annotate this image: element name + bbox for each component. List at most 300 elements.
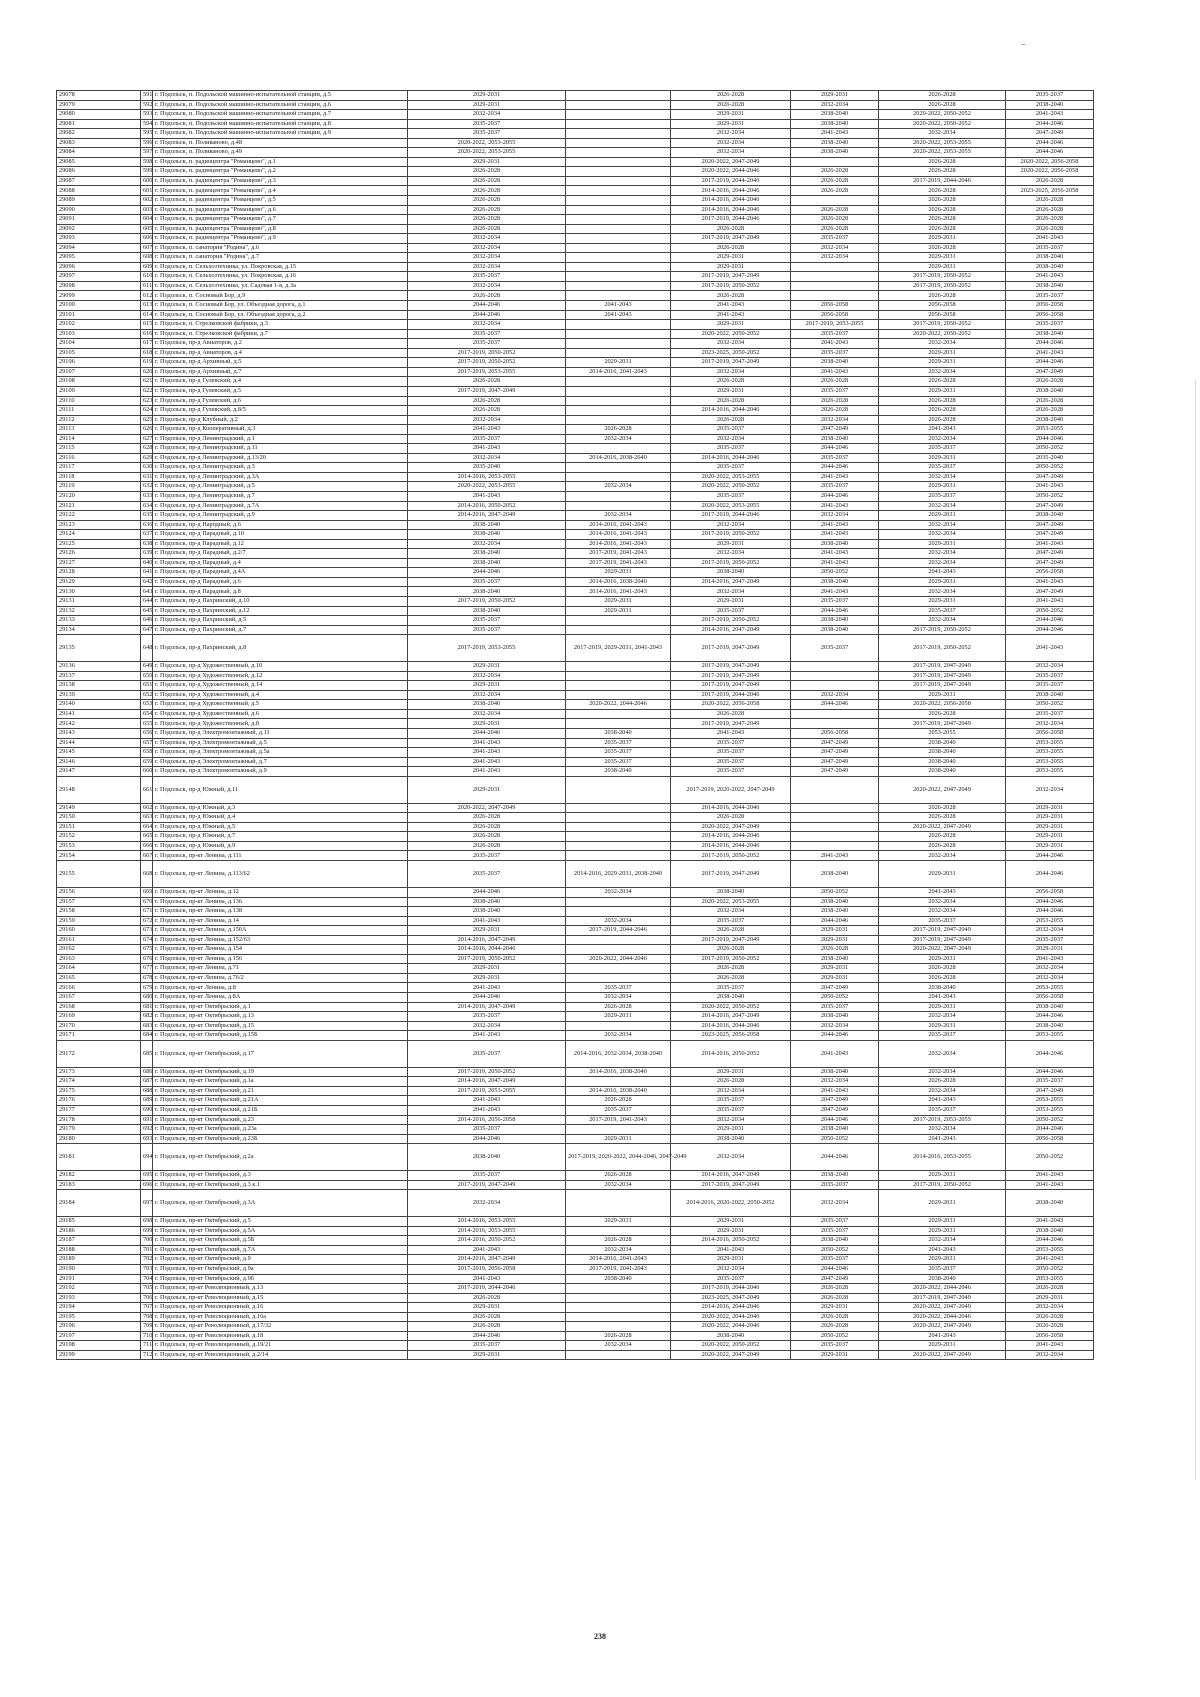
address-cell: г. Подольск, пр-д Парадный, д.10 xyxy=(153,530,408,540)
address-cell: г. Подольск, пр-кт Ленина, д.8 xyxy=(153,983,408,993)
row-id-cell: 29090 xyxy=(57,205,141,215)
schedule-cell-3: 2032-2034 xyxy=(671,907,791,917)
address-cell: г. Подольск, пр-д Парадный, д.6 xyxy=(153,577,408,587)
schedule-cell-2 xyxy=(566,281,671,291)
address-cell: г. Подольск, п. Поливаново, д.48 xyxy=(153,138,408,148)
schedule-cell-3: 2014-2016, 2047-2049 xyxy=(671,1012,791,1022)
item-number-cell: 610 xyxy=(141,272,153,282)
schedule-cell-4: 2047-2049 xyxy=(791,1105,879,1115)
schedule-cell-2 xyxy=(566,291,671,301)
schedule-cell-2 xyxy=(566,377,671,387)
schedule-cell-6: 2047-2049 xyxy=(1006,549,1094,559)
schedule-cell-2 xyxy=(566,973,671,983)
address-cell: г. Подольск, пр-д Электромонтажный, д.9 xyxy=(153,767,408,777)
schedule-cell-1: 2041-2043 xyxy=(408,983,566,993)
schedule-cell-3: 2017-2019, 2047-2049 xyxy=(671,635,791,662)
schedule-cell-5: 2026-2028 xyxy=(879,196,1006,206)
table-row xyxy=(57,700,1094,710)
row-id-cell: 29093 xyxy=(57,234,141,244)
schedule-cell-2: 2017-2019, 2044-2046 xyxy=(566,926,671,936)
schedule-cell-1: 2032-2034 xyxy=(408,453,566,463)
schedule-cell-6: 2047-2049 xyxy=(1006,558,1094,568)
schedule-cell-1: 2014-2016, 2047-2049 xyxy=(408,1077,566,1087)
schedule-cell-1: 2026-2028 xyxy=(408,215,566,225)
row-id-cell: 29137 xyxy=(57,671,141,681)
schedule-cell-3: 2020-2022, 2050-2052 xyxy=(671,1002,791,1012)
schedule-cell-6: 2050-2052 xyxy=(1006,1144,1094,1171)
schedule-cell-3: 2026-2028 xyxy=(671,377,791,387)
schedule-cell-2 xyxy=(566,1350,671,1360)
schedule-cell-4: 2050-2052 xyxy=(791,568,879,578)
table-row xyxy=(57,1341,1094,1351)
schedule-cell-3: 2014-2016, 2047-2049 xyxy=(671,577,791,587)
schedule-cell-4: 2047-2049 xyxy=(791,757,879,767)
address-cell: г. Подольск, пр-кт Октябрьский, д.23Б xyxy=(153,1134,408,1144)
table-row xyxy=(57,841,1094,851)
table-row xyxy=(57,1012,1094,1022)
schedule-cell-2: 2032-2034 xyxy=(566,482,671,492)
schedule-cell-3: 2026-2028 xyxy=(671,396,791,406)
row-id-cell: 29123 xyxy=(57,520,141,530)
address-cell: г. Подольск, п. радиоцентра "Романцево", д.1 xyxy=(153,157,408,167)
schedule-cell-2 xyxy=(566,625,671,635)
schedule-cell-4: 2032-2034 xyxy=(791,1077,879,1087)
item-number-cell: 601 xyxy=(141,186,153,196)
schedule-cell-1: 2032-2034 xyxy=(408,1021,566,1031)
address-cell: г. Подольск, п. Сельхозтехника, ул. Покровская, д.16 xyxy=(153,272,408,282)
schedule-cell-3: 2017-2019, 2047-2049 xyxy=(671,719,791,729)
item-number-cell: 652 xyxy=(141,690,153,700)
schedule-cell-1: 2032-2034 xyxy=(408,709,566,719)
table-row xyxy=(57,511,1094,521)
schedule-cell-1: 2014-2016, 2047-2049 xyxy=(408,1255,566,1265)
schedule-cell-3: 2017-2019, 2020-2022, 2047-2049 xyxy=(671,776,791,803)
address-cell: г. Подольск, п. Поливаново, д.49 xyxy=(153,148,408,158)
schedule-cell-5: 2035-2037 xyxy=(879,1264,1006,1274)
row-id-cell: 29146 xyxy=(57,757,141,767)
schedule-cell-2: 2035-2037 xyxy=(566,1105,671,1115)
schedule-cell-3: 2017-2019, 2047-2049 xyxy=(671,671,791,681)
schedule-cell-1: 2017-2019, 2050-2052 xyxy=(408,596,566,606)
schedule-cell-3: 2014-2016, 2044-2046 xyxy=(671,196,791,206)
schedule-cell-3: 2035-2037 xyxy=(671,983,791,993)
schedule-cell-1: 2014-2016, 2053-2055 xyxy=(408,1217,566,1227)
row-id-cell: 29139 xyxy=(57,690,141,700)
schedule-cell-5: 2056-2058 xyxy=(879,301,1006,311)
address-cell: г. Подольск, пр-д Архивный, д.5 xyxy=(153,358,408,368)
schedule-cell-6: 2050-2052 xyxy=(1006,1264,1094,1274)
item-number-cell: 643 xyxy=(141,587,153,597)
schedule-cell-5: 2026-2028 xyxy=(879,157,1006,167)
schedule-cell-5: 2020-2022, 2053-2055 xyxy=(879,138,1006,148)
address-cell: г. Подольск, п. радиоцентра "Романцево", д.9 xyxy=(153,234,408,244)
item-number-cell: 619 xyxy=(141,358,153,368)
address-cell: г. Подольск, пр-д Пахринский, д.5 xyxy=(153,616,408,626)
schedule-cell-4: 2044-2046 xyxy=(791,1115,879,1125)
item-number-cell: 690 xyxy=(141,1105,153,1115)
schedule-cell-4: 2029-2031 xyxy=(791,964,879,974)
item-number-cell: 653 xyxy=(141,700,153,710)
item-number-cell: 656 xyxy=(141,729,153,739)
address-cell: г. Подольск, пр-кт Октябрьский, д.15 xyxy=(153,1021,408,1031)
schedule-cell-6: 2038-2040 xyxy=(1006,1021,1094,1031)
schedule-cell-5: 2032-2034 xyxy=(879,1086,1006,1096)
item-number-cell: 595 xyxy=(141,129,153,139)
schedule-cell-6: 2044-2046 xyxy=(1006,897,1094,907)
schedule-cell-4: 2047-2049 xyxy=(791,425,879,435)
schedule-cell-5: 2020-2022, 2047-2049 xyxy=(879,776,1006,803)
schedule-cell-3: 2041-2043 xyxy=(671,301,791,311)
schedule-cell-5: 2038-2040 xyxy=(879,1274,1006,1284)
row-id-cell: 29107 xyxy=(57,367,141,377)
schedule-cell-4 xyxy=(791,841,879,851)
schedule-cell-3: 2029-2031 xyxy=(671,1226,791,1236)
row-id-cell: 29120 xyxy=(57,491,141,501)
schedule-cell-3: 2035-2037 xyxy=(671,916,791,926)
item-number-cell: 675 xyxy=(141,945,153,955)
schedule-cell-3: 2026-2028 xyxy=(671,709,791,719)
schedule-cell-1: 2035-2037 xyxy=(408,329,566,339)
schedule-cell-6: 2038-2040 xyxy=(1006,281,1094,291)
item-number-cell: 622 xyxy=(141,386,153,396)
schedule-cell-5: 2026-2028 xyxy=(879,709,1006,719)
address-cell: г. Подольск, пр-д Гулевский, д.8/5 xyxy=(153,406,408,416)
schedule-cell-3: 2020-2022, 2056-2058 xyxy=(671,700,791,710)
schedule-cell-1: 2032-2034 xyxy=(408,243,566,253)
schedule-cell-4: 2035-2037 xyxy=(791,1226,879,1236)
schedule-cell-6: 2041-2043 xyxy=(1006,1341,1094,1351)
schedule-cell-5: 2026-2028 xyxy=(879,224,1006,234)
schedule-cell-2 xyxy=(566,348,671,358)
schedule-cell-4: 2041-2043 xyxy=(791,1086,879,1096)
row-id-cell: 29141 xyxy=(57,709,141,719)
schedule-cell-3: 2014-2016, 2044-2046 xyxy=(671,186,791,196)
address-cell: г. Подольск, пр-д Художественный, д.6 xyxy=(153,709,408,719)
address-cell: г. Подольск, п. радиоцентра "Романцево", д.7 xyxy=(153,215,408,225)
schedule-cell-4: 2038-2040 xyxy=(791,119,879,129)
table-row xyxy=(57,472,1094,482)
schedule-cell-3: 2029-2031 xyxy=(671,1217,791,1227)
item-number-cell: 672 xyxy=(141,916,153,926)
schedule-cell-3: 2023-2025, 2050-2052 xyxy=(671,348,791,358)
schedule-cell-1: 2035-2037 xyxy=(408,616,566,626)
item-number-cell: 632 xyxy=(141,482,153,492)
row-id-cell: 29199 xyxy=(57,1350,141,1360)
schedule-cell-2 xyxy=(566,386,671,396)
schedule-cell-6: 2053-2055 xyxy=(1006,1105,1094,1115)
schedule-cell-2 xyxy=(566,803,671,813)
schedule-cell-3: 2029-2031 xyxy=(671,320,791,330)
schedule-cell-4: 2026-2028 xyxy=(791,1284,879,1294)
schedule-cell-2: 2032-2034 xyxy=(566,993,671,1003)
table-row xyxy=(57,167,1094,177)
schedule-cell-5: 2026-2028 xyxy=(879,243,1006,253)
schedule-cell-2: 2029-2031 xyxy=(566,1217,671,1227)
address-cell: г. Подольск, пр-д Южный, д.11 xyxy=(153,776,408,803)
schedule-cell-5: 2026-2028 xyxy=(879,803,1006,813)
schedule-cell-3: 2026-2028 xyxy=(671,224,791,234)
schedule-cell-4: 2038-2040 xyxy=(791,1125,879,1135)
table-row xyxy=(57,549,1094,559)
address-cell: г. Подольск, пр-д Электромонтажный, д.7 xyxy=(153,757,408,767)
row-id-cell: 29193 xyxy=(57,1293,141,1303)
schedule-cell-5: 2041-2043 xyxy=(879,568,1006,578)
schedule-cell-1: 2026-2028 xyxy=(408,205,566,215)
table-row xyxy=(57,1031,1094,1041)
item-number-cell: 609 xyxy=(141,262,153,272)
item-number-cell: 600 xyxy=(141,176,153,186)
schedule-cell-4: 2038-2040 xyxy=(791,625,879,635)
schedule-cell-6: 2050-2052 xyxy=(1006,444,1094,454)
table-row xyxy=(57,596,1094,606)
address-cell: г. Подольск, пр-д Ленинградский, д.3 xyxy=(153,463,408,473)
schedule-cell-5: 2029-2031 xyxy=(879,253,1006,263)
schedule-cell-2: 2032-2034 xyxy=(566,511,671,521)
row-id-cell: 29164 xyxy=(57,964,141,974)
schedule-cell-4: 2047-2049 xyxy=(791,983,879,993)
schedule-cell-6: 2044-2046 xyxy=(1006,625,1094,635)
schedule-cell-6: 2038-2040 xyxy=(1006,690,1094,700)
item-number-cell: 634 xyxy=(141,501,153,511)
schedule-cell-2 xyxy=(566,776,671,803)
table-row xyxy=(57,1284,1094,1294)
item-number-cell: 627 xyxy=(141,434,153,444)
schedule-cell-6: 2044-2046 xyxy=(1006,138,1094,148)
schedule-cell-5: 2032-2034 xyxy=(879,1236,1006,1246)
schedule-cell-4: 2026-2028 xyxy=(791,224,879,234)
schedule-cell-1: 2026-2028 xyxy=(408,167,566,177)
schedule-cell-5: 2017-2019, 2047-2049 xyxy=(879,1293,1006,1303)
schedule-cell-2 xyxy=(566,157,671,167)
schedule-cell-2: 2032-2034 xyxy=(566,1031,671,1041)
item-number-cell: 633 xyxy=(141,491,153,501)
schedule-cell-1: 2026-2028 xyxy=(408,406,566,416)
item-number-cell: 593 xyxy=(141,110,153,120)
schedule-cell-6: 2026-2028 xyxy=(1006,1322,1094,1332)
schedule-cell-5: 2032-2034 xyxy=(879,1067,1006,1077)
table-row xyxy=(57,1245,1094,1255)
table-row xyxy=(57,1002,1094,1012)
row-id-cell: 29147 xyxy=(57,767,141,777)
row-id-cell: 29168 xyxy=(57,1002,141,1012)
schedule-cell-1: 2032-2034 xyxy=(408,415,566,425)
schedule-cell-4: 2038-2040 xyxy=(791,539,879,549)
item-number-cell: 606 xyxy=(141,234,153,244)
schedule-cell-6: 2038-2040 xyxy=(1006,415,1094,425)
schedule-cell-4 xyxy=(791,671,879,681)
item-number-cell: 592 xyxy=(141,100,153,110)
item-number-cell: 698 xyxy=(141,1217,153,1227)
table-row xyxy=(57,129,1094,139)
schedule-cell-5: 2029-2031 xyxy=(879,596,1006,606)
table-row xyxy=(57,377,1094,387)
schedule-cell-4: 2038-2040 xyxy=(791,1012,879,1022)
schedule-cell-6: 2032-2034 xyxy=(1006,1350,1094,1360)
row-id-cell: 29129 xyxy=(57,577,141,587)
address-cell: г. Подольск, пр-кт Октябрьский, д.9а xyxy=(153,1264,408,1274)
schedule-cell-2 xyxy=(566,1021,671,1031)
schedule-cell-5: 2038-2040 xyxy=(879,757,1006,767)
schedule-cell-2 xyxy=(566,253,671,263)
address-cell: г. Подольск, пр-д Ленинградский, д.5 xyxy=(153,482,408,492)
schedule-cell-6: 2041-2043 xyxy=(1006,234,1094,244)
schedule-cell-6: 2053-2055 xyxy=(1006,767,1094,777)
schedule-cell-2: 2017-2019, 2041-2043 xyxy=(566,549,671,559)
row-id-cell: 29112 xyxy=(57,415,141,425)
schedule-cell-6: 2035-2037 xyxy=(1006,671,1094,681)
schedule-cell-2 xyxy=(566,671,671,681)
item-number-cell: 676 xyxy=(141,954,153,964)
schedule-cell-6: 2029-2031 xyxy=(1006,1293,1094,1303)
schedule-cell-5: 2041-2043 xyxy=(879,1134,1006,1144)
schedule-cell-6: 2044-2046 xyxy=(1006,1067,1094,1077)
schedule-cell-2 xyxy=(566,681,671,691)
row-id-cell: 29158 xyxy=(57,907,141,917)
item-number-cell: 629 xyxy=(141,453,153,463)
row-id-cell: 29188 xyxy=(57,1245,141,1255)
item-number-cell: 700 xyxy=(141,1236,153,1246)
item-number-cell: 637 xyxy=(141,530,153,540)
schedule-cell-3: 2017-2019, 2047-2049 xyxy=(671,681,791,691)
schedule-cell-4: 2038-2040 xyxy=(791,1171,879,1181)
schedule-cell-6: 2047-2049 xyxy=(1006,501,1094,511)
schedule-cell-6: 2044-2046 xyxy=(1006,1125,1094,1135)
table-row xyxy=(57,100,1094,110)
overhaul-schedule-table xyxy=(56,90,1094,1360)
item-number-cell: 638 xyxy=(141,539,153,549)
item-number-cell: 631 xyxy=(141,472,153,482)
schedule-cell-2 xyxy=(566,935,671,945)
schedule-cell-2 xyxy=(566,205,671,215)
address-cell: г. Подольск, п. Подольской машинно-испытательной станции, д.7 xyxy=(153,110,408,120)
row-id-cell: 29083 xyxy=(57,138,141,148)
address-cell: г. Подольск, пр-д Авиаторов, д.4 xyxy=(153,348,408,358)
item-number-cell: 641 xyxy=(141,568,153,578)
schedule-cell-5: 2038-2040 xyxy=(879,748,1006,758)
schedule-cell-1: 2032-2034 xyxy=(408,234,566,244)
schedule-cell-3: 2029-2031 xyxy=(671,539,791,549)
schedule-cell-5: 2020-2022, 2056-2058 xyxy=(879,700,1006,710)
schedule-cell-3: 2017-2019, 2047-2049 xyxy=(671,861,791,888)
schedule-cell-6: 2044-2046 xyxy=(1006,1236,1094,1246)
schedule-cell-6: 2047-2049 xyxy=(1006,587,1094,597)
schedule-cell-6: 2050-2052 xyxy=(1006,700,1094,710)
schedule-cell-5: 2038-2040 xyxy=(879,738,1006,748)
address-cell: г. Подольск, пр-д Клубный, д.2 xyxy=(153,415,408,425)
row-id-cell: 29097 xyxy=(57,272,141,282)
item-number-cell: 693 xyxy=(141,1134,153,1144)
schedule-cell-1: 2026-2028 xyxy=(408,841,566,851)
row-id-cell: 29183 xyxy=(57,1180,141,1190)
schedule-cell-4 xyxy=(791,832,879,842)
row-id-cell: 29149 xyxy=(57,803,141,813)
table-row xyxy=(57,822,1094,832)
schedule-cell-3: 2020-2022, 2053-2055 xyxy=(671,897,791,907)
row-id-cell: 29151 xyxy=(57,822,141,832)
table-row xyxy=(57,1264,1094,1274)
schedule-cell-5: 2032-2034 xyxy=(879,587,1006,597)
table-row xyxy=(57,776,1094,803)
schedule-cell-5: 2029-2031 xyxy=(879,861,1006,888)
row-id-cell: 29127 xyxy=(57,558,141,568)
item-number-cell: 615 xyxy=(141,320,153,330)
schedule-cell-2 xyxy=(566,1293,671,1303)
schedule-cell-6: 2032-2034 xyxy=(1006,662,1094,672)
schedule-cell-4: 2038-2040 xyxy=(791,907,879,917)
row-id-cell: 29173 xyxy=(57,1067,141,1077)
schedule-cell-3: 2017-2019, 2050-2052 xyxy=(671,616,791,626)
table-row xyxy=(57,453,1094,463)
item-number-cell: 705 xyxy=(141,1284,153,1294)
item-number-cell: 657 xyxy=(141,738,153,748)
schedule-cell-6: 2038-2040 xyxy=(1006,100,1094,110)
schedule-cell-3: 2032-2034 xyxy=(671,1264,791,1274)
row-id-cell: 29122 xyxy=(57,511,141,521)
schedule-cell-1: 2014-2016, 2047-2049 xyxy=(408,1002,566,1012)
table-row xyxy=(57,1190,1094,1217)
schedule-cell-4: 2032-2034 xyxy=(791,253,879,263)
schedule-cell-6: 2050-2052 xyxy=(1006,606,1094,616)
schedule-cell-4: 2029-2031 xyxy=(791,935,879,945)
table-row xyxy=(57,415,1094,425)
schedule-cell-1: 2026-2028 xyxy=(408,1312,566,1322)
schedule-cell-1: 2026-2028 xyxy=(408,176,566,186)
row-id-cell: 29162 xyxy=(57,945,141,955)
table-row xyxy=(57,709,1094,719)
schedule-cell-5: 2026-2028 xyxy=(879,813,1006,823)
schedule-cell-6: 2056-2058 xyxy=(1006,1331,1094,1341)
schedule-cell-3: 2017-2019, 2050-2052 xyxy=(671,558,791,568)
row-id-cell: 29156 xyxy=(57,888,141,898)
row-id-cell: 29167 xyxy=(57,993,141,1003)
schedule-cell-1: 2035-2037 xyxy=(408,272,566,282)
schedule-cell-3: 2014-2016, 2044-2046 xyxy=(671,841,791,851)
schedule-cell-6: 2053-2055 xyxy=(1006,1031,1094,1041)
table-row xyxy=(57,176,1094,186)
schedule-cell-5: 2026-2028 xyxy=(879,964,1006,974)
schedule-cell-6: 2041-2043 xyxy=(1006,1171,1094,1181)
schedule-cell-4: 2044-2046 xyxy=(791,1264,879,1274)
schedule-cell-4: 2026-2028 xyxy=(791,1322,879,1332)
item-number-cell: 695 xyxy=(141,1171,153,1181)
address-cell: г. Подольск, пр-кт Ленина, д.8А xyxy=(153,993,408,1003)
schedule-cell-2 xyxy=(566,709,671,719)
row-id-cell: 29161 xyxy=(57,935,141,945)
schedule-cell-6: 2053-2055 xyxy=(1006,1245,1094,1255)
row-id-cell: 29189 xyxy=(57,1255,141,1265)
item-number-cell: 706 xyxy=(141,1293,153,1303)
schedule-cell-6: 2029-2031 xyxy=(1006,841,1094,851)
row-id-cell: 29094 xyxy=(57,243,141,253)
schedule-cell-2 xyxy=(566,616,671,626)
schedule-cell-3: 2029-2031 xyxy=(671,386,791,396)
table-row xyxy=(57,1274,1094,1284)
schedule-cell-2 xyxy=(566,964,671,974)
schedule-cell-1: 2032-2034 xyxy=(408,690,566,700)
schedule-cell-6: 2038-2040 xyxy=(1006,253,1094,263)
address-cell: г. Подольск, пр-кт Октябрьский, д.21А xyxy=(153,1096,408,1106)
address-cell: г. Подольск, пр-д Южный, д.5 xyxy=(153,822,408,832)
item-number-cell: 620 xyxy=(141,367,153,377)
schedule-cell-1: 2032-2034 xyxy=(408,110,566,120)
row-id-cell: 29155 xyxy=(57,861,141,888)
item-number-cell: 678 xyxy=(141,973,153,983)
item-number-cell: 661 xyxy=(141,776,153,803)
schedule-cell-1: 2041-2043 xyxy=(408,748,566,758)
table-row xyxy=(57,186,1094,196)
item-number-cell: 708 xyxy=(141,1312,153,1322)
table-row xyxy=(57,1115,1094,1125)
